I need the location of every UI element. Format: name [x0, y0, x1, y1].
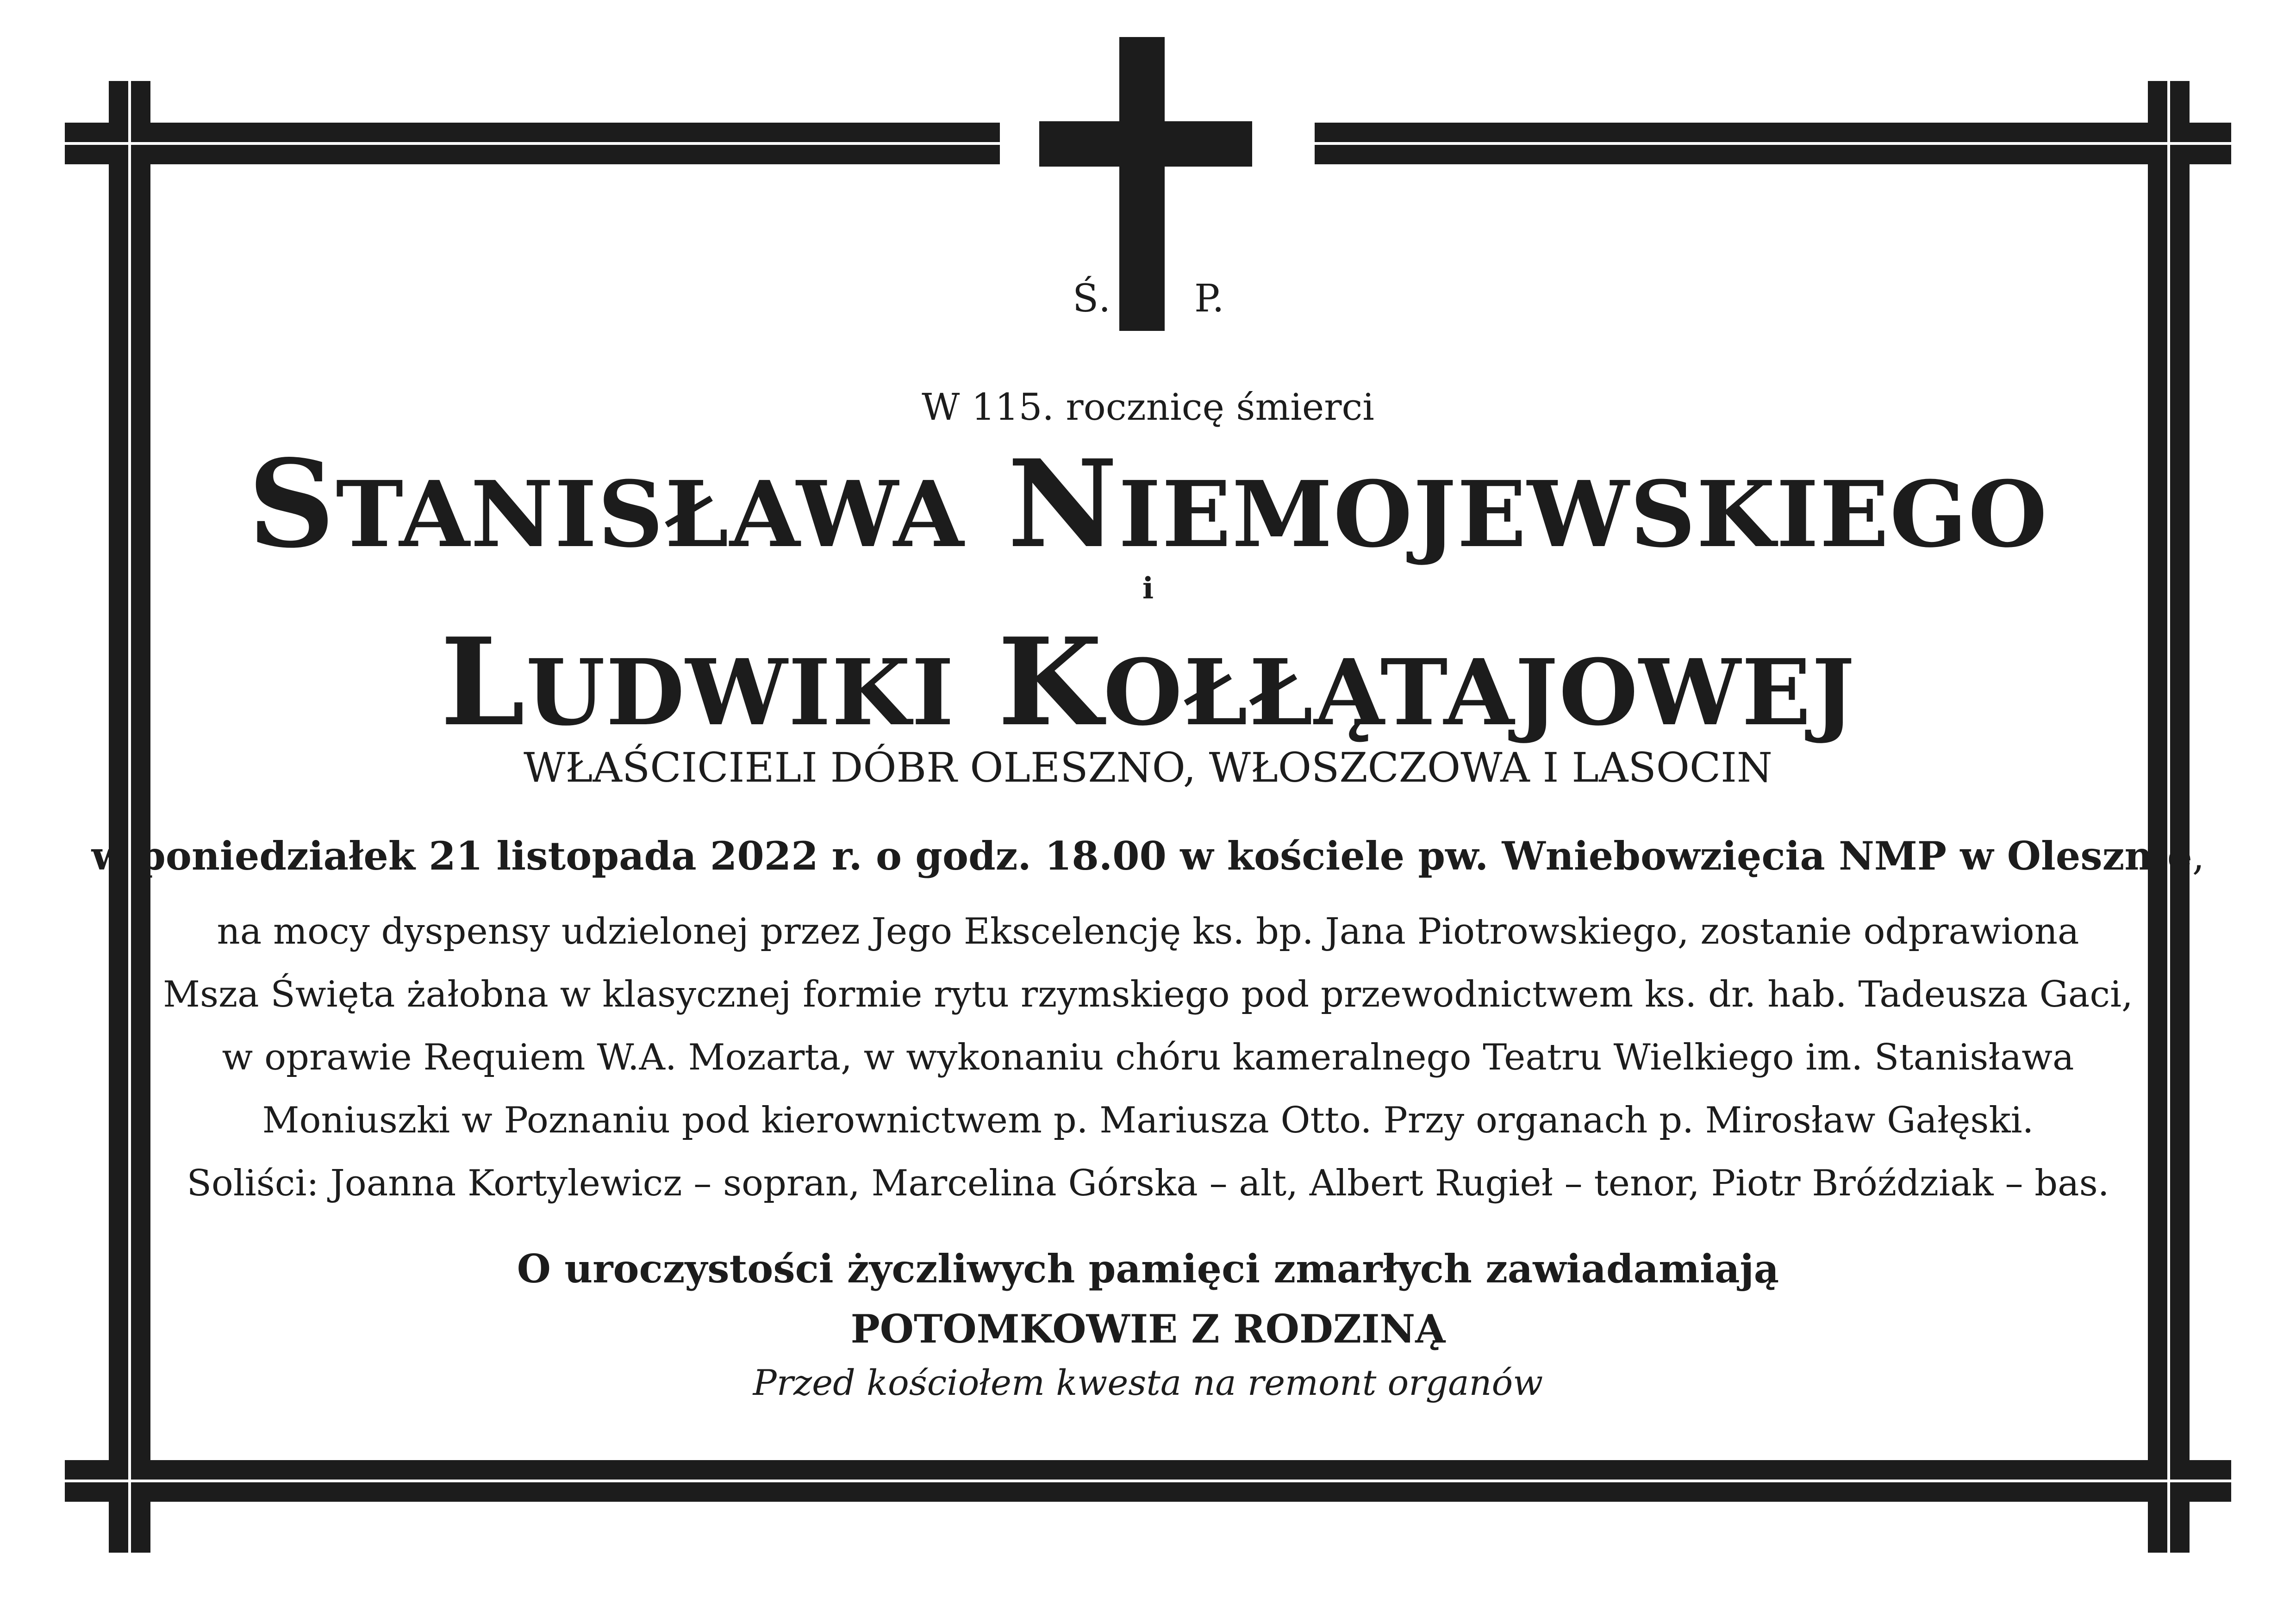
collection-note: Przed kościołem kwesta na remont organów — [753, 1362, 1543, 1403]
conjunction: i — [1142, 571, 1154, 606]
name1-first-initial: S — [248, 434, 336, 575]
sp-right-letter: P. — [1194, 277, 1224, 321]
body-line: Msza Święta żałobna w klasycznej formie rytu rzymskiego pod przewodnictwem ks. dr. hab. Tadeusza Gaci, — [163, 974, 2133, 1015]
mass-date-text: w poniedziałek 21 listopada 2022 r. o godz. 18.00 w kościele pw. Wniebowzięcia NMP w Olesznie — [91, 833, 2192, 879]
name2-first-rest: UDWIKI — [526, 640, 955, 746]
anniversary-line: W 115. rocznicę śmierci — [922, 386, 1374, 429]
sp-left-letter: Ś. — [1073, 277, 1111, 321]
deceased-name-1 — [0, 434, 2296, 575]
name2-first-initial: L — [440, 612, 526, 753]
name1-last-rest: IEMOJEWSKIEGO — [1118, 461, 2048, 568]
owners-line: WŁAŚCICIELI DÓBR OLESZNO, WŁOSZCZOWA I LASOCIN — [524, 744, 1772, 791]
mass-date-line — [0, 833, 2296, 879]
body-line: w oprawie Requiem W.A. Mozarta, w wykonaniu chóru kameralnego Teatru Wielkiego im. Stanisława — [222, 1037, 2074, 1078]
body-line: Soliści: Joanna Kortylewicz – sopran, Marcelina Górska – alt, Albert Rugieł – tenor, Piotr Bróździak – bas. — [187, 1163, 2109, 1204]
name1-first-rest: TANISŁAWA — [336, 461, 965, 568]
body-line: na mocy dyspensy udzielonej przez Jego Ekscelencję ks. bp. Jana Piotrowskiego, zostanie odprawiona — [217, 911, 2079, 952]
notice-line: O uroczystości życzliwych pamięci zmarłych zawiadamiają — [517, 1246, 1779, 1292]
deceased-name-2 — [0, 612, 2296, 753]
body-line: Moniuszki w Poznaniu pod kierownictwem p. Mariusza Otto. Przy organach p. Mirosław Gałęski. — [262, 1100, 2034, 1141]
family-line: POTOMKOWIE Z RODZINĄ — [850, 1306, 1446, 1352]
name2-last-rest: OŁŁĄTAJOWEJ — [1103, 640, 1856, 746]
mass-date-comma: , — [2192, 833, 2205, 879]
name2-last-initial: K — [998, 612, 1104, 753]
mass-description — [0, 900, 2296, 1215]
name1-last-initial: N — [1007, 434, 1119, 575]
